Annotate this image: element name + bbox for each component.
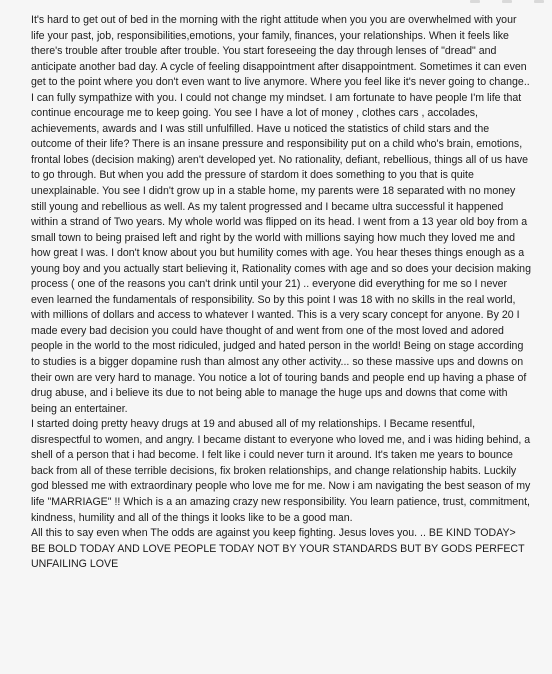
top-mark [502, 0, 512, 3]
note-paragraph: It's hard to get out of bed in the morning with the right attitude when you you are overwhelmed with your life your past, job, responsibilities,emotions, your family, finances, your relationships. When it feels like there's trouble after trouble after trouble. You start foreseeing the day through lenses of "dread" and anticipate another bad day. A cycle of feeling disappointment after disappointment. Sometimes it can even get to the point where you don't even want to live anymore. Where you feel like it's never going to change.. I can fully sympathize with you. I could not change my mindset. I am fortunate to have people I'm life that continue encourage me to keep going. You see I have a lot of money , clothes cars , accolades, achievements, awards and I was still unfulfilled. Have u noticed the statistics of child stars and the outcome of their life? There is an insane pressure and responsibility put on a child who's brain, emotions, frontal lobes (decision making) aren't developed yet. No rationality, defiant, rebellious, things all of us have to go through. But when you add the pressure of stardom it does something to you that is quite unexplainable. You see I didn't grow up in a stable home, my parents were 18 separated with no money still young and rebellious as well. As my talent progressed and I became ultra successful it happened within a strand of Two years. My whole world was flipped on its head. I went from a 13 year old boy from a small town to being praised left and right by the world with millions saying how much they loved me and how great I was. I don't know about you but humility comes with age. You hear theses things enough as a young boy and you actually start believing it, Rationality comes with age and so does your decision making process ( one of the reasons you can't drink until your 21) .. everyone did everything for me so I never even learned the fundamentals of responsibility. So by this point I was 18 with no skills in the real world, with millions of dollars and access to whatever I wanted. This is a very scary concept for anyone. By 20 I made every bad decision you could have thought of and went from one of the most loved and adored people in the world to the most ridiculed, judged and hated person in the world! Being on stage according to studies is a bigger dopamine rush than almost any other activity... so these massive ups and downs on their own are very hard to manage. You notice a lot of touring bands and people end up having a phase of drug abuse, and i believe its due to not being able to manage the huge ups and downs that come with being an entertainer. [31, 14, 531, 415]
note-body [31, 13, 531, 573]
top-mark [534, 0, 544, 3]
top-edge-marks [470, 0, 544, 3]
top-mark [470, 0, 480, 3]
note-paragraph: I started doing pretty heavy drugs at 19 and abused all of my relationships. I Became resentful, disrespectful to women, and angry. I became distant to everyone who loved me, and i was hiding behind, a shell of a person that i had become. I felt like i could never turn it around. It's taken me years to bounce back from all of these terrible decisions, fix broken relationships, and change relationship habits. Luckily god blessed me with extraordinary people who love me for me. Now i am navigating the best season of my life "MARRIAGE" !! Which is a an amazing crazy new responsibility. You learn patience, trust, commitment, kindness, humility and all of the things it looks like to be a good man. [31, 418, 531, 524]
note-paragraph: All this to say even when The odds are against you keep fighting. Jesus loves you. .. BE KIND TODAY> BE BOLD TODAY AND LOVE PEOPLE TODAY NOT BY YOUR STANDARDS BUT BY GODS PERFECT UNFAILING LOVE [31, 527, 525, 571]
